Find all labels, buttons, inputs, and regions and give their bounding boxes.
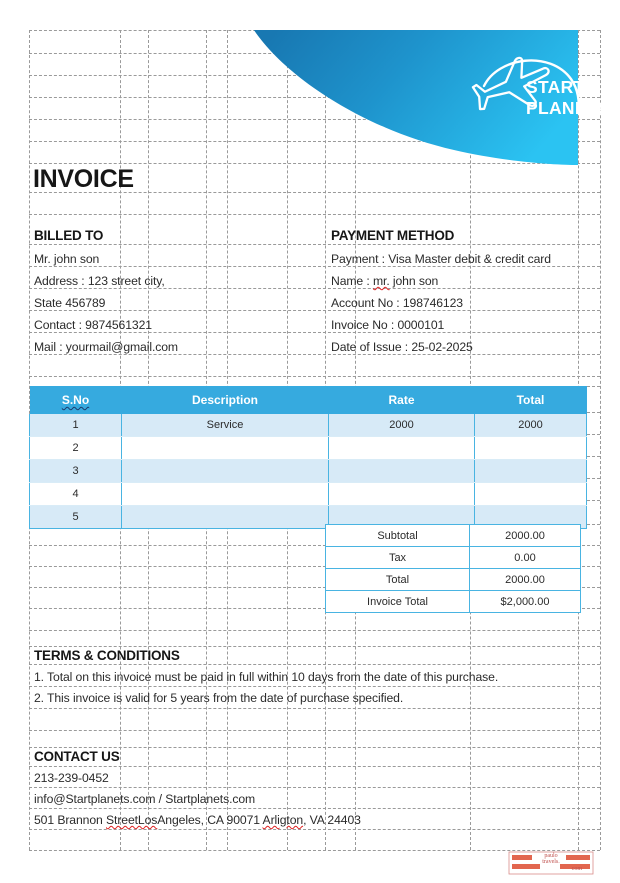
cell-sno[interactable]: 1: [30, 414, 122, 437]
terms-heading: TERMS & CONDITIONS: [34, 648, 180, 663]
watermark-logo: [508, 851, 594, 875]
cell-sno[interactable]: 4: [30, 483, 122, 506]
summary-label: Tax: [326, 547, 470, 569]
cell-sno[interactable]: 2: [30, 437, 122, 460]
column-header-description: Description: [122, 386, 329, 414]
line-items-table: [29, 386, 587, 529]
watermark-line-1: paulo: [544, 853, 558, 859]
cell-description[interactable]: [122, 506, 329, 529]
summary-row: [326, 525, 581, 547]
summary-value[interactable]: 2000.00: [470, 525, 581, 547]
billed-to-line-5: Mail : yourmail@gmail.com: [34, 340, 178, 354]
cell-description[interactable]: Service: [122, 414, 329, 437]
column-header-sno: S.No: [30, 386, 122, 414]
terms-item-1: 1. Total on this invoice must be paid in full within 10 days from the date of this purchase.: [34, 670, 499, 684]
cell-description[interactable]: [122, 483, 329, 506]
contact-phone: 213-239-0452: [34, 771, 109, 785]
billed-to-heading: BILLED TO: [34, 228, 104, 243]
contact-address: 501 Brannon StreetLosAngeles, CA 90071 Arligton, VA 24403: [34, 813, 361, 827]
payment-method-line-5: Date of Issue : 25-02-2025: [331, 340, 473, 354]
table-row[interactable]: [30, 414, 587, 437]
payment-method-line-3: Account No : 198746123: [331, 296, 463, 310]
watermark-line-2: travels.: [542, 859, 560, 865]
table-row[interactable]: [30, 437, 587, 460]
cell-total[interactable]: [475, 460, 587, 483]
payment-method-line-4: Invoice No : 0000101: [331, 318, 445, 332]
brand-name-line2: PLANETS: [526, 98, 604, 118]
payment-method-line-2: Name : mr. john son: [331, 274, 439, 288]
summary-label: Invoice Total: [326, 591, 470, 613]
cell-rate[interactable]: 2000: [329, 414, 475, 437]
table-header-row: [30, 386, 587, 414]
payment-name-misspelled-token: mr.: [372, 274, 390, 288]
payment-method-line-1: Payment : Visa Master debit & credit card: [331, 252, 551, 266]
address-misspelled-token-1: StreetLos: [106, 813, 158, 827]
summary-row: [326, 547, 581, 569]
address-misspelled-token-2: Arligton: [262, 813, 304, 827]
contact-heading: CONTACT US: [34, 749, 120, 764]
cell-description[interactable]: [122, 437, 329, 460]
column-header-total: Total: [475, 386, 587, 414]
cell-description[interactable]: [122, 460, 329, 483]
cell-total[interactable]: 2000: [475, 414, 587, 437]
billed-to-line-2: Address : 123 street city,: [34, 274, 165, 288]
cell-rate[interactable]: [329, 460, 475, 483]
cell-total[interactable]: [475, 483, 587, 506]
contact-email-website: info@Startplanets.com / Startplanets.com: [34, 792, 256, 806]
terms-item-2: 2. This invoice is valid for 5 years from the date of purchase specified.: [34, 691, 404, 705]
table-row[interactable]: [30, 483, 587, 506]
billed-to-line-4: Contact : 9874561321: [34, 318, 152, 332]
cell-rate[interactable]: [329, 483, 475, 506]
summary-value[interactable]: 2000.00: [470, 569, 581, 591]
summary-label: Subtotal: [326, 525, 470, 547]
cell-total[interactable]: [475, 437, 587, 460]
billed-to-line-1: Mr. john son: [34, 252, 100, 266]
column-header-rate: Rate: [329, 386, 475, 414]
summary-label: Total: [326, 569, 470, 591]
payment-name-label: Name :: [331, 274, 370, 288]
table-row[interactable]: [30, 460, 587, 483]
cell-sno[interactable]: 5: [30, 506, 122, 529]
summary-value[interactable]: $2,000.00: [470, 591, 581, 613]
watermark-line-3: com: [571, 866, 582, 872]
payment-method-heading: PAYMENT METHOD: [331, 228, 455, 243]
page-title: INVOICE: [33, 165, 134, 193]
summary-row: [326, 569, 581, 591]
summary-value[interactable]: 0.00: [470, 547, 581, 569]
summary-row: [326, 591, 581, 613]
summary-table: [325, 524, 581, 613]
cell-sno[interactable]: 3: [30, 460, 122, 483]
billed-to-line-3: State 456789: [34, 296, 106, 310]
cell-rate[interactable]: [329, 437, 475, 460]
brand-name-line1: START: [526, 77, 585, 97]
